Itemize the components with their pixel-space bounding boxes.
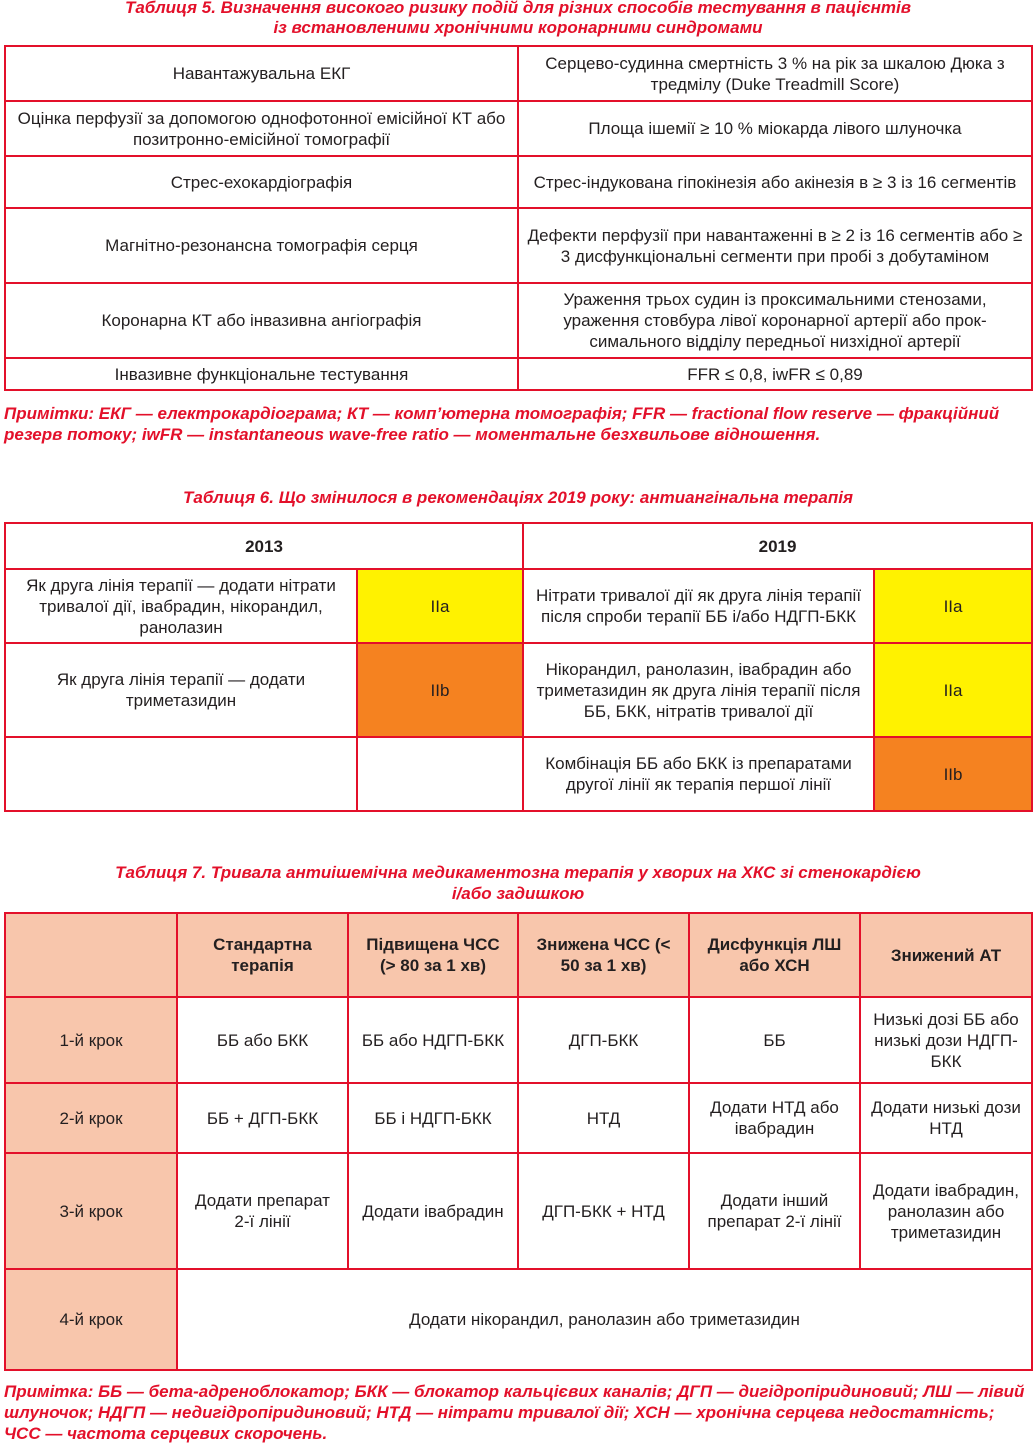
table5 — [4, 45, 1033, 391]
table7-step-label: 2-й крок — [5, 1083, 177, 1153]
table7-cell: ДГП-БКК — [518, 997, 689, 1083]
table-row — [5, 208, 1032, 283]
table6-old-class-badge: IIa — [357, 569, 523, 643]
table5-test-cell: Магнітно-резонансна томографія серця — [5, 208, 518, 283]
table7-header-low-hr: Знижена ЧСС (< 50 за 1 хв) — [518, 913, 689, 997]
table7-step-label: 4-й крок — [5, 1269, 177, 1370]
table-row — [5, 46, 1032, 101]
table-header-row — [5, 523, 1032, 569]
table6-new-text: Нікорандил, ранолазин, івабрадин або триметазидин як друга лінія терапії після ББ, БКК, нітратів тривалої дії — [523, 643, 874, 737]
table7-cell: ББ + ДГП-БКК — [177, 1083, 348, 1153]
table7-cell: ББ або НДГП-БКК — [348, 997, 518, 1083]
table5-test-cell: Оцінка перфузії за допомогою однофотонної емісійної КТ або позитронно-емісійної томографії — [5, 101, 518, 156]
table7-cell: ДГП-БКК + НТД — [518, 1153, 689, 1269]
table6-new-class-badge: IIa — [874, 569, 1032, 643]
table-row — [5, 1153, 1032, 1269]
table5-test-cell: Інвазивне функціональне тестування — [5, 358, 518, 390]
table6-old-class-badge: IIb — [357, 643, 523, 737]
table7-note: Примітка: ББ — бета-адреноблокатор; БКК — блокатор кальцієвих каналів; ДГП — дигідропіридиновий; ЛШ — лівий шлуночок; НДГП — недигідропіридиновий; НТД — нітрати тривалої дії; ХСН — хронічна серцева недостатність; ЧСС — частота серцевих скорочень. — [4, 1382, 1025, 1443]
table7-caption-line1: Таблиця 7. Тривала антиішемічна медикаментозна терапія у хворих на ХКС зі стенокардією — [115, 863, 921, 882]
table5-criterion-cell: Дефекти перфузії при навантаженні в ≥ 2 із 16 сегментів або ≥ 3 дисфункціональні сегменти при пробі з добутаміном — [518, 208, 1032, 283]
table6 — [4, 522, 1033, 812]
table6-old-text: Як друга лінія терапії — додати нітрати тривалої дії, івабрадин, нікорандил, ранолазин — [5, 569, 357, 643]
table7-step4-cell: Додати нікорандил, ранолазин або триметазидин — [177, 1269, 1032, 1370]
table5-criterion-cell: Стрес-індукована гіпокінезія або акінезія в ≥ 3 із 16 сегментів — [518, 156, 1032, 208]
table-header-row — [5, 913, 1032, 997]
table-row — [5, 156, 1032, 208]
table6-new-text: Нітрати тривалої дії як друга лінія терапії після спроби терапії ББ і/або НДГП-БКК — [523, 569, 874, 643]
table-row — [5, 358, 1032, 390]
table5-caption-line2: із встановленими хронічними коронарними синдромами — [273, 18, 763, 37]
table7-cell: Низькі дозі ББ або низькі дози НДГП-БКК — [860, 997, 1032, 1083]
table7-cell: Додати препарат 2-ї лінії — [177, 1153, 348, 1269]
table7-cell: ББ і НДГП-БКК — [348, 1083, 518, 1153]
table-row — [5, 283, 1032, 358]
table-row — [5, 1269, 1032, 1370]
table7-cell: Додати інший препарат 2-ї лінії — [689, 1153, 860, 1269]
table7-header-low-bp: Знижений АТ — [860, 913, 1032, 997]
table6-new-class-badge: IIa — [874, 643, 1032, 737]
table5-caption-line1: Таблиця 5. Визначення високого ризику подій для різних способів тестування в пацієнтів — [124, 0, 912, 17]
table7-cell: ББ — [689, 997, 860, 1083]
table5-test-cell: Коронарна КТ або інвазивна ангіографія — [5, 283, 518, 358]
table7-cell: Додати низькі дози НТД — [860, 1083, 1032, 1153]
table5-test-cell: Стрес-ехокардіографія — [5, 156, 518, 208]
table5-criterion-cell: Площа ішемії ≥ 10 % міокарда лівого шлуночка — [518, 101, 1032, 156]
table7-cell: Додати івабрадин, ранолазин або триметазидин — [860, 1153, 1032, 1269]
table-row — [5, 101, 1032, 156]
table7-cell: Додати івабрадин — [348, 1153, 518, 1269]
table5-test-cell: Навантажувальна ЕКГ — [5, 46, 518, 101]
table7-step-label: 1-й крок — [5, 997, 177, 1083]
table6-caption: Таблиця 6. Що змінилося в рекомендаціях 2019 року: антиангінальна терапія — [182, 488, 853, 507]
table5-note: Примітки: ЕКГ — електрокардіограма; КТ — комп’ютерна томографія; FFR — fractional flow reserve — фракційний резерв потоку; iwFR — instantaneous wave-free ratio — моментальне безхвильове відношення. — [4, 404, 1000, 444]
table5-criterion-cell: FFR ≤ 0,8, iwFR ≤ 0,89 — [518, 358, 1032, 390]
table7-cell: НТД — [518, 1083, 689, 1153]
table7-step-label: 3-й крок — [5, 1153, 177, 1269]
column-header-2019: 2019 — [523, 523, 1032, 569]
table-row — [5, 643, 1032, 737]
table-row — [5, 1083, 1032, 1153]
table7-cell: Додати НТД або івабрадин — [689, 1083, 860, 1153]
table7 — [4, 912, 1033, 1371]
table-row — [5, 997, 1032, 1083]
table7-cell: ББ або БКК — [177, 997, 348, 1083]
table7-header-standard: Стандартна терапія — [177, 913, 348, 997]
column-header-2013: 2013 — [5, 523, 523, 569]
table6-old-text: Як друга лінія терапії — додати триметазидин — [5, 643, 357, 737]
table7-header-lv-dysfunction: Дисфункція ЛШ або ХСН — [689, 913, 860, 997]
table6-old-class-badge — [357, 737, 523, 811]
table7-header-corner — [5, 913, 177, 997]
table-row — [5, 569, 1032, 643]
table7-header-high-hr: Підвищена ЧСС (> 80 за 1 хв) — [348, 913, 518, 997]
table-row — [5, 737, 1032, 811]
table5-criterion-cell: Серцево-судинна смертність 3 % на рік за шкалою Дюка з тредмілу (Duke Treadmill Score) — [518, 46, 1032, 101]
table6-new-text: Комбінація ББ або БКК із препаратами другої лінії як терапія першої лінії — [523, 737, 874, 811]
table6-old-text — [5, 737, 357, 811]
table7-caption-line2: і/або задишкою — [451, 884, 585, 903]
table6-new-class-badge: IIb — [874, 737, 1032, 811]
table5-criterion-cell: Ураження трьох судин із проксимальними стенозами, ураження стовбура лівої коронарної артерії або проксимального відділу передньої низхідної артерії — [518, 283, 1032, 358]
